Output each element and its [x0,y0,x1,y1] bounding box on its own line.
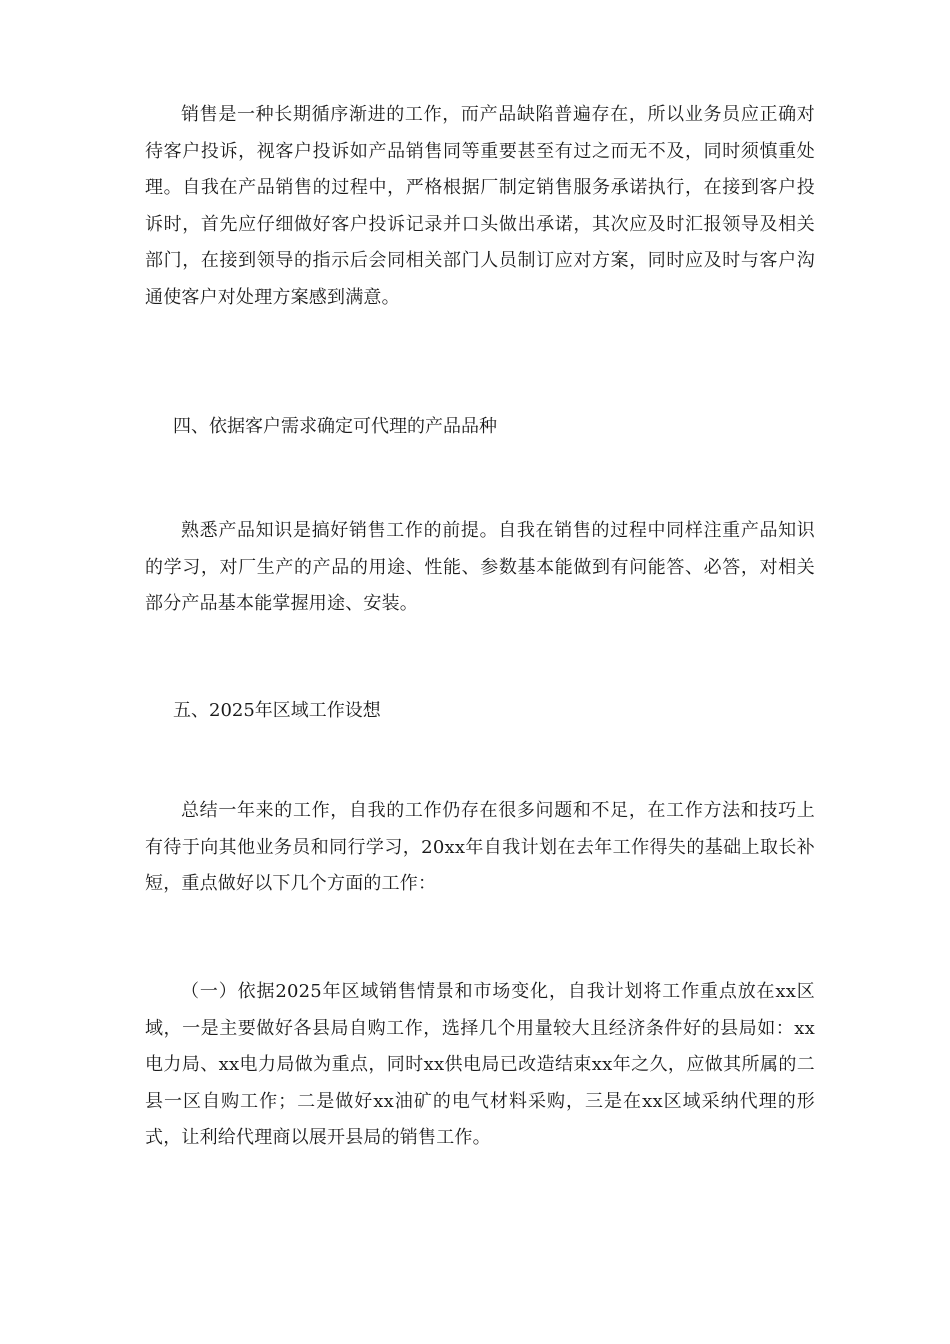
paragraph-year-summary: 总结一年来的工作，自我的工作仍存在很多问题和不足，在工作方法和技巧上有待于向其他业务员和同行学习，20xx年自我计划在去年工作得失的基础上取长补短，重点做好以下几个方面的工作： [145,800,815,894]
paragraph-plan-item-one: （一）依据2025年区域销售情景和市场变化，自我计划将工作重点放在xx区域，一是主要做好各县局自购工作，选择几个用量较大且经济条件好的县局如：xx电力局、xx电力局做为重点，同时xx供电局已改造结束xx年之久，应做其所属的二县一区自购工作；二是做好xx油矿的电气材料采购，三是在xx区域采纳代理的形式，让利给代理商以展开县局的销售工作。 [145,981,815,1148]
section-heading-five: 五、2025年区域工作设想 [173,700,381,721]
paragraph-complaint-handling: 销售是一种长期循序渐进的工作，而产品缺陷普遍存在，所以业务员应正确对待客户投诉，视客户投诉如产品销售同等重要甚至有过之而无不及，同时须慎重处理。自我在产品销售的过程中，严格根据厂制定销售服务承诺执行，在接到客户投诉时，首先应仔细做好客户投诉记录并口头做出承诺，其次应及时汇报领导及相关部门，在接到领导的指示后会同相关部门人员制订应对方案，同时应及时与客户沟通使客户对处理方案感到满意。 [145,104,815,308]
paragraph-product-knowledge: 熟悉产品知识是搞好销售工作的前提。自我在销售的过程中同样注重产品知识的学习，对厂生产的产品的用途、性能、参数基本能做到有问能答、必答，对相关部分产品基本能掌握用途、安装。 [145,520,815,614]
section-heading-four: 四、依据客户需求确定可代理的产品品种 [173,416,497,437]
